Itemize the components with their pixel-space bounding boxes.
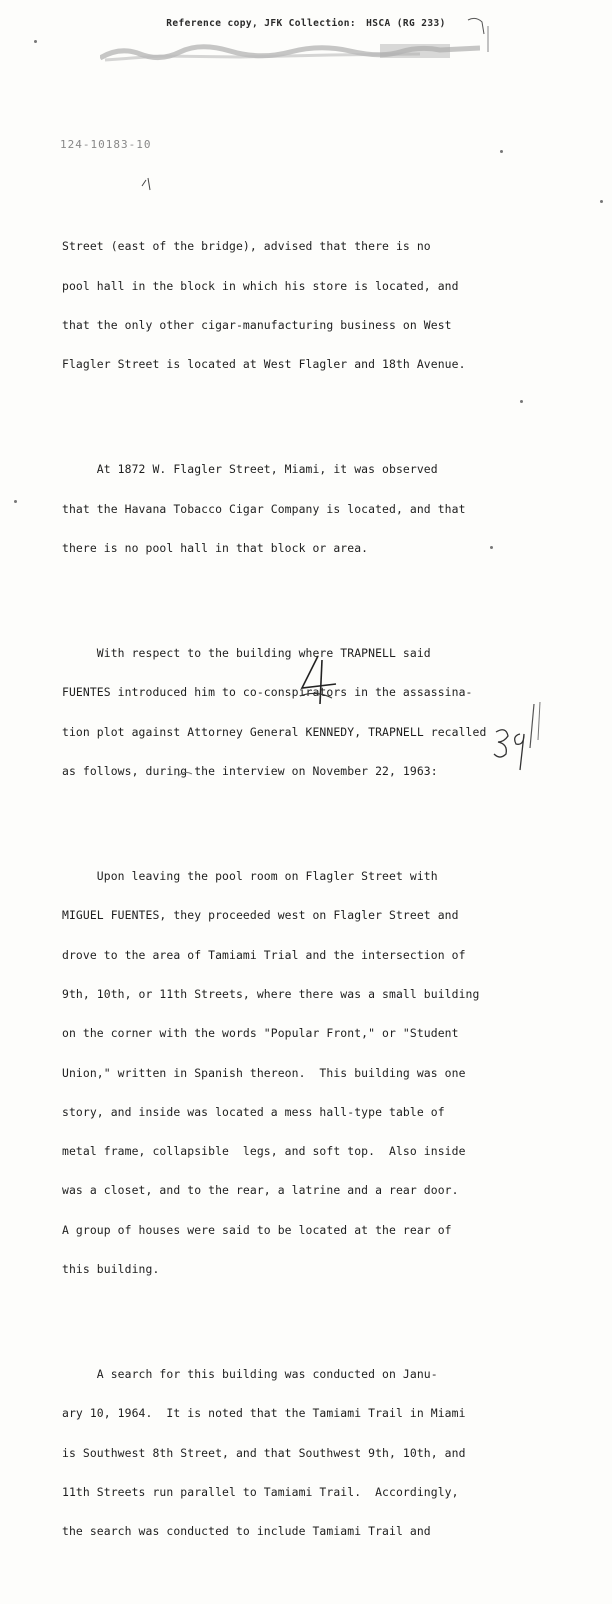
text-line: was a closet, and to the rear, a latrine and a rear door.	[62, 1183, 459, 1198]
margin-dot	[500, 150, 503, 153]
paragraph-3	[62, 621, 514, 804]
text-line: on the corner with the words "Popular Front," or "Student	[62, 1026, 459, 1041]
text-line: FUENTES introduced him to co-conspirators in the assassina-	[62, 685, 473, 700]
paragraph-5	[62, 1342, 514, 1565]
text-line: Street (east of the bridge), advised that there is no	[62, 239, 431, 254]
text-line: is Southwest 8th Street, and that Southwest 9th, 10th, and	[62, 1445, 466, 1460]
redaction-smudge	[100, 42, 480, 64]
text-line: that the Havana Tobacco Cigar Company is located, and that	[62, 501, 466, 516]
text-line: 11th Streets run parallel to Tamiami Trail. Accordingly,	[62, 1484, 459, 1499]
text-line: tion plot against Attorney General KENNEDY, TRAPNELL recalled	[62, 724, 487, 739]
margin-dot	[14, 500, 17, 503]
text-line: there is no pool hall in that block or area.	[62, 540, 369, 555]
file-number: 124-10183-10	[60, 138, 152, 151]
margin-dot	[600, 200, 603, 203]
paragraph-4	[62, 844, 514, 1302]
paragraph-1	[62, 214, 514, 397]
text-line: A search for this building was conducted on Janu-	[62, 1367, 438, 1382]
text-line: At 1872 W. Flagler Street, Miami, it was observed	[62, 462, 438, 477]
text-line: story, and inside was located a mess hall-type table of	[62, 1104, 445, 1119]
handwritten-page-number	[296, 652, 342, 708]
text-line: 9th, 10th, or 11th Streets, where there was a small building	[62, 986, 480, 1001]
text-line: drove to the area of Tamiami Trial and the intersection of	[62, 947, 466, 962]
text-line: ary 10, 1964. It is noted that the Tamiami Trail in Miami	[62, 1406, 466, 1421]
reference-header	[0, 18, 612, 29]
collection-label: HSCA (RG 233)	[366, 18, 446, 29]
text-line: Upon leaving the pool room on Flagler Street with	[62, 869, 438, 884]
text-line: MIGUEL FUENTES, they proceeded west on Flagler Street and	[62, 908, 459, 923]
paragraph-2	[62, 437, 514, 581]
text-line: pool hall in the block in which his store is located, and	[62, 278, 459, 293]
text-line: With respect to the building where TRAPNELL said	[62, 646, 431, 661]
handwritten-number	[490, 700, 550, 790]
text-line: metal frame, collapsible legs, and soft top. Also inside	[62, 1144, 466, 1159]
reference-label: Reference copy, JFK Collection:	[166, 18, 357, 29]
text-line: as follows, during the interview on November 22, 1963:	[62, 763, 438, 778]
text-line: Union," written in Spanish thereon. This building was one	[62, 1065, 466, 1080]
text-line: this building.	[62, 1261, 160, 1276]
text-line: Flagler Street is located at West Flagler and 18th Avenue.	[62, 357, 466, 372]
margin-dot	[520, 400, 523, 403]
text-line: the search was conducted to include Tamiami Trail and	[62, 1524, 431, 1539]
text-line: A group of houses were said to be located at the rear of	[62, 1222, 452, 1237]
body-text	[62, 188, 514, 1604]
margin-dot	[34, 40, 37, 43]
margin-dot	[490, 546, 493, 549]
text-line: that the only other cigar-manufacturing business on West	[62, 317, 452, 332]
stray-mark	[176, 768, 196, 782]
